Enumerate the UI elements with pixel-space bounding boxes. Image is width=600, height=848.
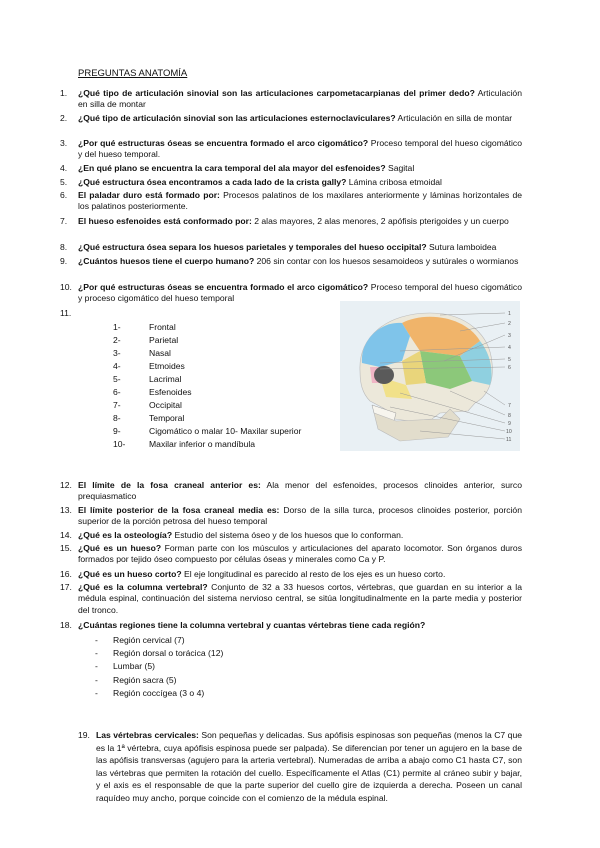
question-number: 15. [60,543,72,553]
question-text: ¿Qué es un hueso? [78,543,162,553]
list-item: 4- Etmoides [113,360,185,371]
question-text: ¿Qué es un hueso corto? [78,569,182,579]
answer-text: Procesos palatinos de los maxilares anteriormente y láminas horizontales de los palatinos posteriormente. [78,190,522,212]
list-item: - Lumbar (5) [95,661,156,672]
figure-label: 1 [508,311,511,317]
question-number: 17. [60,582,72,592]
question-4 [60,163,522,174]
answer-text: Lámina cribosa etmoidal [346,177,442,187]
list-item: - Región sacra (5) [95,674,177,685]
answer-text: Ala menor del esfenoides, procesos clinoides anterior, surco prequiasmatico [78,480,522,502]
figure-label: 4 [508,345,511,351]
answer-text: Proceso temporal del hueso cigomático y proceso cigomático del hueso temporal [78,282,522,304]
question-12 [60,480,522,503]
answer-text: Estudio del sistema óseo y de los huesos que lo conforman. [172,530,404,540]
list-item: - Región coccígea (3 o 4) [95,687,205,698]
question-text: ¿Por qué estructuras óseas se encuentra formado el arco cigomático? [78,138,369,148]
question-text: ¿Qué tipo de articulación sinovial son las articulaciones carpometacarpianas del primer dedo? [78,88,475,98]
question-text: ¿Qué estructura ósea separa los huesos parietales y temporales del hueso occipital? [78,242,427,252]
list-item: 10- Maxilar inferior o mandíbula [113,438,256,449]
question-number: 1. [60,88,68,98]
question-6 [60,190,522,213]
skull-diagram [340,301,520,451]
answer-text: El eje longitudinal es parecido al resto de los ejes es un hueso corto. [181,569,446,579]
question-number: 14. [60,530,72,540]
question-text: ¿Qué tipo de articulación sinovial son las articulaciones esternoclaviculares? [78,113,396,123]
question-13 [60,505,522,528]
list-item: 7- Occipital [113,399,182,410]
answer-text: Dorso de la silla turca, procesos clinoides posterior, porción superior de la porción petrosa del hueso temporal [78,505,522,527]
question-text: ¿Qué estructura ósea encontramos a cada lado de la crista gally? [78,177,347,187]
question-number: 12. [60,480,72,490]
skull-illustration [340,301,520,451]
answer-text: Proceso temporal del hueso cigomático y del hueso temporal. [78,138,522,160]
list-item: 2- Parietal [113,334,179,345]
answer-text: Articulación en silla de montar [78,88,522,110]
list-item: 6- Esfenoides [113,386,192,397]
question-text: El límite posterior de la fosa craneal media es: [78,505,280,515]
question-8 [60,242,522,253]
question-5 [60,177,522,188]
list-item: - Región cervical (7) [95,635,185,645]
question-text: Las vértebras cervicales: [96,730,199,740]
answer-text: Conjunto de 32 a 33 huesos cortos, vértebras, que guardan en su interior a la médula espinal, continuación del sistema nervioso central, se sitúa longitudinalmente en la parte media y posterior del tronco. [78,582,522,615]
figure-label: 10 [506,429,512,435]
question-number: 4. [60,163,68,173]
question-15 [60,543,522,566]
list-item: 5- Lacrimal [113,373,182,384]
question-2 [60,113,522,124]
answer-text: Sagital [385,163,415,173]
answer-text: Sutura lamboidea [426,242,497,252]
question-number: 18. [60,620,72,630]
question-3 [60,138,522,161]
question-number: 8. [60,242,68,252]
figure-label: 7 [508,403,511,409]
answer-text: Forman parte con los músculos y articulaciones del aparato locomotor. Son órganos duros formados por tejido óseo compuesto por células óseas y minerales como Ca y P. [78,543,522,565]
question-text: ¿Cuántas regiones tiene la columna vertebral y cuantas vértebras tiene cada región? [78,620,426,630]
figure-label: 9 [508,421,511,427]
question-number: 11. [60,308,72,318]
answer-text: 2 alas mayores, 2 alas menores, 2 apófisis pterigoides y un cuerpo [251,216,509,226]
question-text: El límite de la fosa craneal anterior es: [78,480,261,490]
question-number: 10. [60,282,72,292]
page-title: PREGUNTAS ANATOMÍA [78,68,188,79]
question-text: ¿Cuántos huesos tiene el cuerpo humano? [78,256,255,266]
question-14 [60,530,522,541]
question-text: El hueso esfenoides está conformado por: [78,216,252,226]
question-9 [60,256,522,267]
list-item: 1- Frontal [113,322,176,332]
question-number: 6. [60,190,68,200]
question-number: 2. [60,113,68,123]
question-16 [60,569,522,580]
question-19 [78,729,522,804]
figure-label: 8 [508,413,511,419]
spine-regions-list [95,634,223,700]
question-17 [60,582,522,616]
question-18 [60,620,522,631]
question-text: ¿Por qué estructuras óseas se encuentra formado el arco cigomático? [78,282,369,292]
question-1 [60,88,522,111]
question-text: ¿Qué es la columna vertebral? [78,582,208,592]
question-number: 16. [60,569,72,579]
question-text: El paladar duro está formado por: [78,190,220,200]
list-item: - Región dorsal o torácica (12) [95,648,224,659]
question-7 [60,216,522,227]
question-number: 5. [60,177,68,187]
figure-label: 6 [508,365,511,371]
figure-label: 2 [508,321,511,327]
figure-label: 5 [508,357,511,363]
question-text: ¿En qué plano se encuentra la cara temporal del ala mayor del esfenoides? [78,163,386,173]
figure-label: 3 [508,333,511,339]
question-number: 7. [60,216,68,226]
answer-text: Articulación en silla de montar [395,113,513,123]
figure-label: 11 [506,437,512,443]
answer-text: 206 sin contar con los huesos sesamoideos y sutúrales o wormianos [254,256,519,266]
list-item: 9- Cigomático o malar 10- Maxilar superior [113,425,302,436]
question-number: 13. [60,505,72,515]
list-item: 3- Nasal [113,347,171,358]
question-number: 9. [60,256,68,266]
bone-list [113,321,301,451]
list-item: 8- Temporal [113,412,185,423]
question-text: ¿Qué es la osteología? [78,530,173,540]
question-number: 19. [78,730,90,740]
answer-text: Son pequeñas y delicadas. Sus apófisis espinosas son pequeñas (menos la C7 que es la 1ª vértebra, cuya apófisis espinosa puede ser palpada). Se diferencian por tener un agujero en la base de las apófisis transversas (agujero para la arteria vertebral). Numeradas de arriba a abajo como C1 hasta C7, son las vértebras que permiten la rotación del cuello. Específicamente el Atlas (C1) permite al cráneo subir y bajar, y el axis es el responsable de que la parte superior del cuello gire de izquierda a derecha. Poseen un canal raquídeo muy ancho, porque coincide con el comienzo de la médula espinal. [96,730,522,803]
question-number: 3. [60,138,68,148]
